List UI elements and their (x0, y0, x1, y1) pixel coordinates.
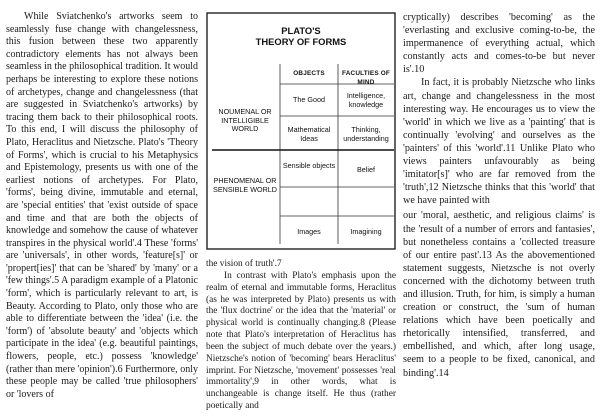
cell-object-sensible: Sensible objects (282, 161, 336, 170)
column-header-faculties: FACULTIES OF MIND (341, 70, 391, 86)
phenomenal-world-label: PHENOMENAL OR SENSIBLE WORLD (213, 176, 277, 194)
left-column-paragraph: While Sviatchenko's artworks seem to seamlessly fuse change with changelessness, this fusion between these two apparently contradictory elements has not always been seamless in the philosophical tradition. It would perhaps be interesting to explore these notions of archetypes, change and changelessness (that are suggested in Sviatchenko's artworks) by tracing them back to their philosophical roots. To this end, I will discuss the philosophy of Plato, Heraclitus and Nietzsche. Plato's 'Theory of Forms', which is crucial to his Metaphysics and Epistemology, presents us with one of the earliest notions of archetypes. For Plato, 'forms', being divine, immutable and eternal, are 'special entities' that 'exist outside of space and time and that are both the objects of knowledge and somehow the cause of whatever transpires in the physical world'.4 These 'forms' are 'universals', in other words, 'feature[s]' or 'propert[ies]' that can be 'shared' by 'many' or a 'few things'.5 A paradigm example of a Platonic 'form', which is particularly relevant to art, is Beauty. According to Plato, only those who are able to differentiate between the 'idea' (i.e. the 'form') of 'absolute beauty' and 'objects which participate in the idea' (e.g. beautiful paintings, flowers, people, etc.) possess 'knowledge' (rather than mere 'opinion').6 Furthermore, only these people may be called 'true philosophers' or 'lovers of (6, 11, 198, 400)
cell-object-mathematical: Mathematical Ideas (287, 125, 331, 143)
plato-theory-of-forms-diagram (206, 12, 396, 250)
cell-object-images: Images (297, 227, 321, 236)
middle-column-first-line: the vision of truth'.7 (206, 259, 282, 269)
diagram-title-line1: PLATO'S (281, 25, 321, 36)
noumenal-world-label: NOUMENAL OR INTELLIGIBLE WORLD (218, 107, 272, 134)
column-header-objects: OBJECTS (293, 70, 325, 77)
right-column (403, 11, 595, 207)
cell-object-good: The Good (293, 95, 325, 104)
right-column-first-paragraph: cryptically) describes 'becoming' as the 'everlasting and exclusive coming-to-be, the impermanence of everything actual, which constantly acts and comes-to-be but never is'.10 (403, 12, 595, 76)
cell-faculty-imagining: Imagining (350, 227, 382, 236)
cell-faculty-belief: Belief (357, 165, 375, 174)
middle-column (206, 259, 396, 413)
middle-column-paragraph: In contrast with Plato's emphasis upon the realm of eternal and immutable forms, Heraclitus (as he was interpreted by Plato) presents us with the 'flux doctrine' or the idea that the 'material' or physical world is continually changing.8 (Please note that Plato's interpretation of Heraclitus has been the subject of much debate over the years.) Nietzsche's notion of 'becoming' bears Heraclitus' imprint. For Nietzsche, 'movement' possesses 'real immortality',9 in other words, what is unchangeable is change itself. He thus (rather poetically and (206, 270, 396, 412)
left-column (6, 11, 198, 401)
right-column-second-paragraph: In fact, it is probably Nietzsche who links art, change and changelessness in the most interesting way. He encourages us to view the 'world' in which we live as a 'painting' that is continually 'evolving' and ourselves as the 'painters' of this 'world'.11 Unlike Plato who views painters unfavourably as being 'imitator[s]' who are far removed from the 'truth',12 Nietzsche thinks that this 'world' that we have painted with (403, 77, 595, 207)
right-column-lower-paragraph: our 'moral, aesthetic, and religious claims' is the 'result of a number of errors and fantasies', but nonetheless contains a 'collected treasure of our entire past'.13 As the abovementioned statement suggests, Nietzsche is not overly concerned with the dichotomy between truth and illusion. Truth, for him, is simply a human creation or construct, the 'sum of human relations which have been poetically and rhetorically intensified, transferred, and embellished, and which, after long usage, seem to a people to be fixed, canonical, and binding'.14 (403, 210, 595, 379)
right-column-lower (403, 209, 595, 379)
cell-faculty-intelligence: Intelligence, knowledge (346, 91, 386, 109)
diagram-title-line2: THEORY OF FORMS (255, 36, 347, 47)
cell-faculty-thinking: Thinking, understanding (343, 125, 389, 143)
